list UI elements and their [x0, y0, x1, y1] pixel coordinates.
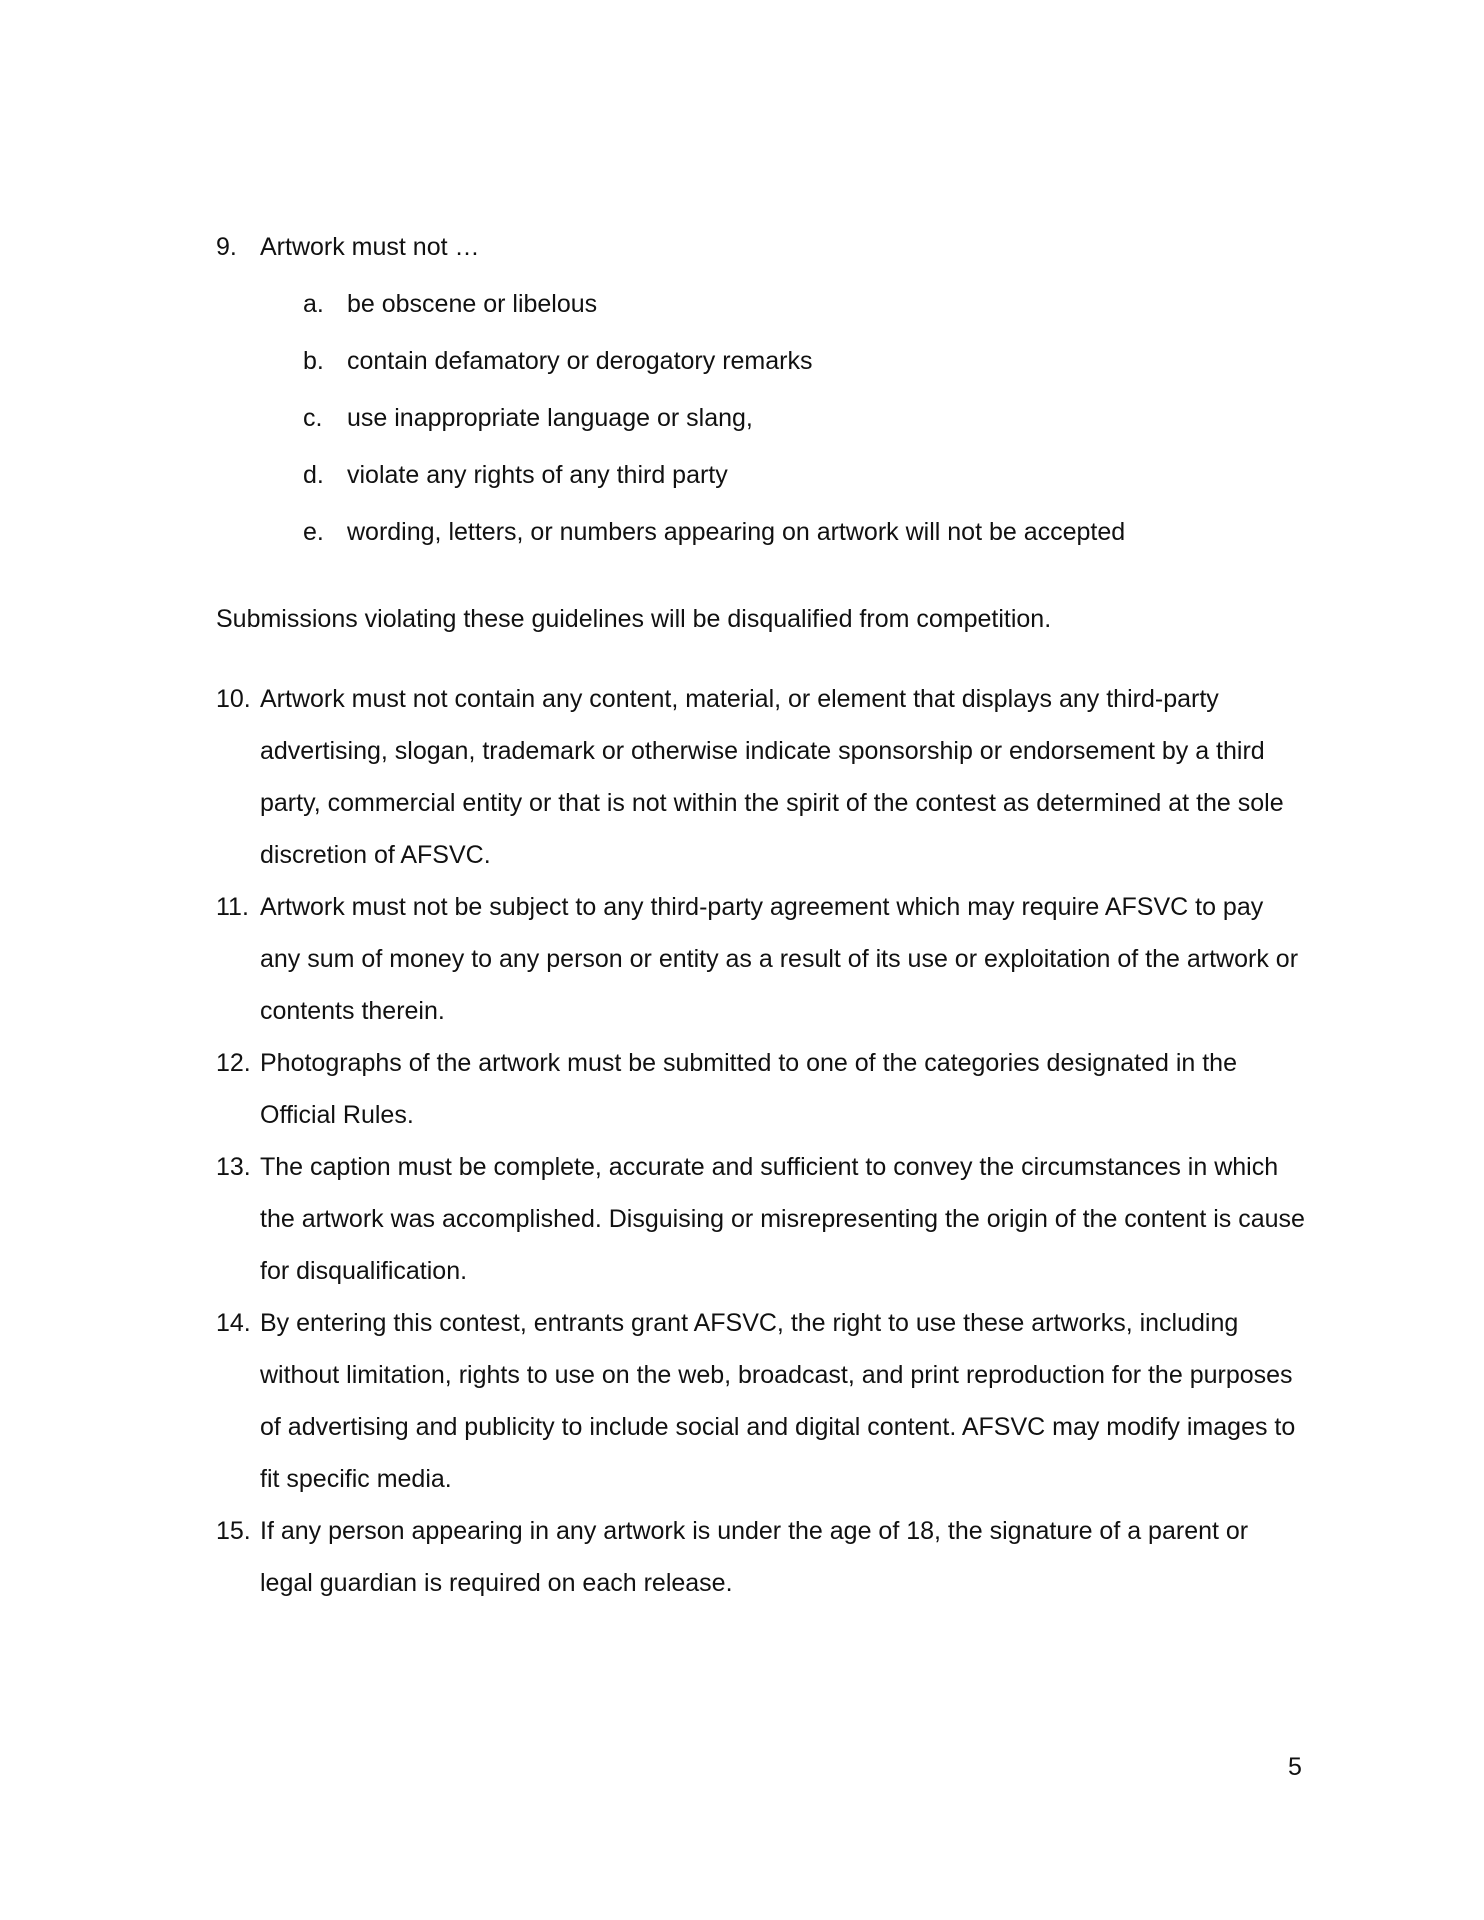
item-number: 12. [216, 1049, 251, 1077]
sub-item-letter: b. [303, 347, 324, 375]
sub-item-e [216, 506, 1306, 563]
sub-item-letter: d. [303, 461, 324, 489]
list-item-14 [216, 1297, 1306, 1505]
list-item-10 [216, 673, 1306, 881]
sub-item-letter: e. [303, 518, 324, 546]
list-item-13 [216, 1141, 1306, 1297]
document-content [216, 221, 1306, 1609]
item-text: If any person appearing in any artwork is under the age of 18, the signature of a parent or legal guardian is required on each release. [260, 1517, 1249, 1597]
list-item-15 [216, 1505, 1306, 1609]
item-number: 14. [216, 1309, 251, 1337]
item-number: 15. [216, 1517, 251, 1545]
sub-list [216, 278, 1306, 563]
sub-item-letter: c. [303, 404, 323, 432]
item-text: The caption must be complete, accurate and sufficient to convey the circumstances in which the artwork was accomplished. Disguising or misrepresenting the origin of the content is cause for disqualification. [260, 1153, 1305, 1285]
list-item-12 [216, 1037, 1306, 1141]
sub-item-text: violate any rights of any third party [347, 461, 728, 489]
sub-item-b [216, 335, 1306, 392]
sub-item-text: contain defamatory or derogatory remarks [347, 347, 813, 375]
disqualification-note: Submissions violating these guidelines will be disqualified from competition. [216, 605, 1052, 633]
sub-item-text: wording, letters, or numbers appearing on artwork will not be accepted [347, 518, 1126, 546]
item-number: 13. [216, 1153, 251, 1181]
list-item-9 [216, 221, 1306, 273]
item-text: Artwork must not contain any content, material, or element that displays any third-party advertising, slogan, trademark or otherwise indicate sponsorship or endorsement by a third party, commercial entity or that is not within the spirit of the contest as determined at the sole discretion of AFSVC. [260, 685, 1284, 869]
list-item-11 [216, 881, 1306, 1037]
item-text: Photographs of the artwork must be submitted to one of the categories designated in the Official Rules. [260, 1049, 1237, 1129]
sub-item-text: be obscene or libelous [347, 290, 598, 318]
sub-item-c [216, 392, 1306, 449]
sub-item-d [216, 449, 1306, 506]
sub-item-a [216, 278, 1306, 335]
item-text: Artwork must not … [260, 233, 480, 261]
sub-item-text: use inappropriate language or slang, [347, 404, 753, 432]
item-text: Artwork must not be subject to any third-party agreement which may require AFSVC to pay any sum of money to any person or entity as a result of its use or exploitation of the artwork or contents therein. [260, 893, 1299, 1025]
page-number: 5 [1288, 1753, 1302, 1781]
item-number: 9. [216, 233, 237, 261]
item-text: By entering this contest, entrants grant AFSVC, the right to use these artworks, including without limitation, rights to use on the web, broadcast, and print reproduction for the purposes of advertising and publicity to include social and digital content. AFSVC may modify images to fit specific media. [260, 1309, 1296, 1493]
item-number: 10. [216, 685, 251, 713]
sub-item-letter: a. [303, 290, 324, 318]
item-number: 11. [216, 893, 249, 921]
